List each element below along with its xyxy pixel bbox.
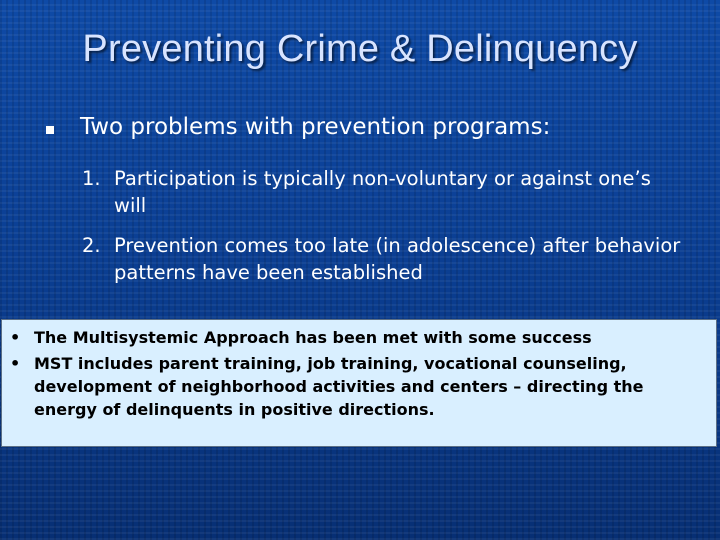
list-item [82, 232, 682, 286]
callout-box [1, 319, 717, 447]
list-item [82, 165, 682, 219]
list-item-number: 2. [82, 234, 101, 257]
list-item-text: Prevention comes too late (in adolescence) after behavior patterns have been established [114, 234, 681, 284]
slide-title: Preventing Crime & Delinquency [82, 28, 638, 70]
list-item-text: Participation is typically non-voluntary or against one’s will [114, 167, 651, 217]
numbered-list [82, 165, 682, 299]
callout-item [10, 326, 708, 349]
callout-item [10, 352, 708, 421]
bullet-dot-icon: • [10, 354, 21, 373]
bullet-dot-icon: • [10, 328, 21, 347]
list-item-number: 1. [82, 167, 101, 190]
square-bullet-icon [46, 126, 54, 134]
callout-item-text: MST includes parent training, job training, vocational counseling, development of neighborhood activities and centers – directing the energy of delinquents in positive directions. [34, 354, 644, 419]
main-bullet [46, 114, 686, 140]
callout-item-text: The Multisystemic Approach has been met with some success [34, 328, 592, 347]
main-bullet-text: Two problems with prevention programs: [80, 114, 551, 140]
